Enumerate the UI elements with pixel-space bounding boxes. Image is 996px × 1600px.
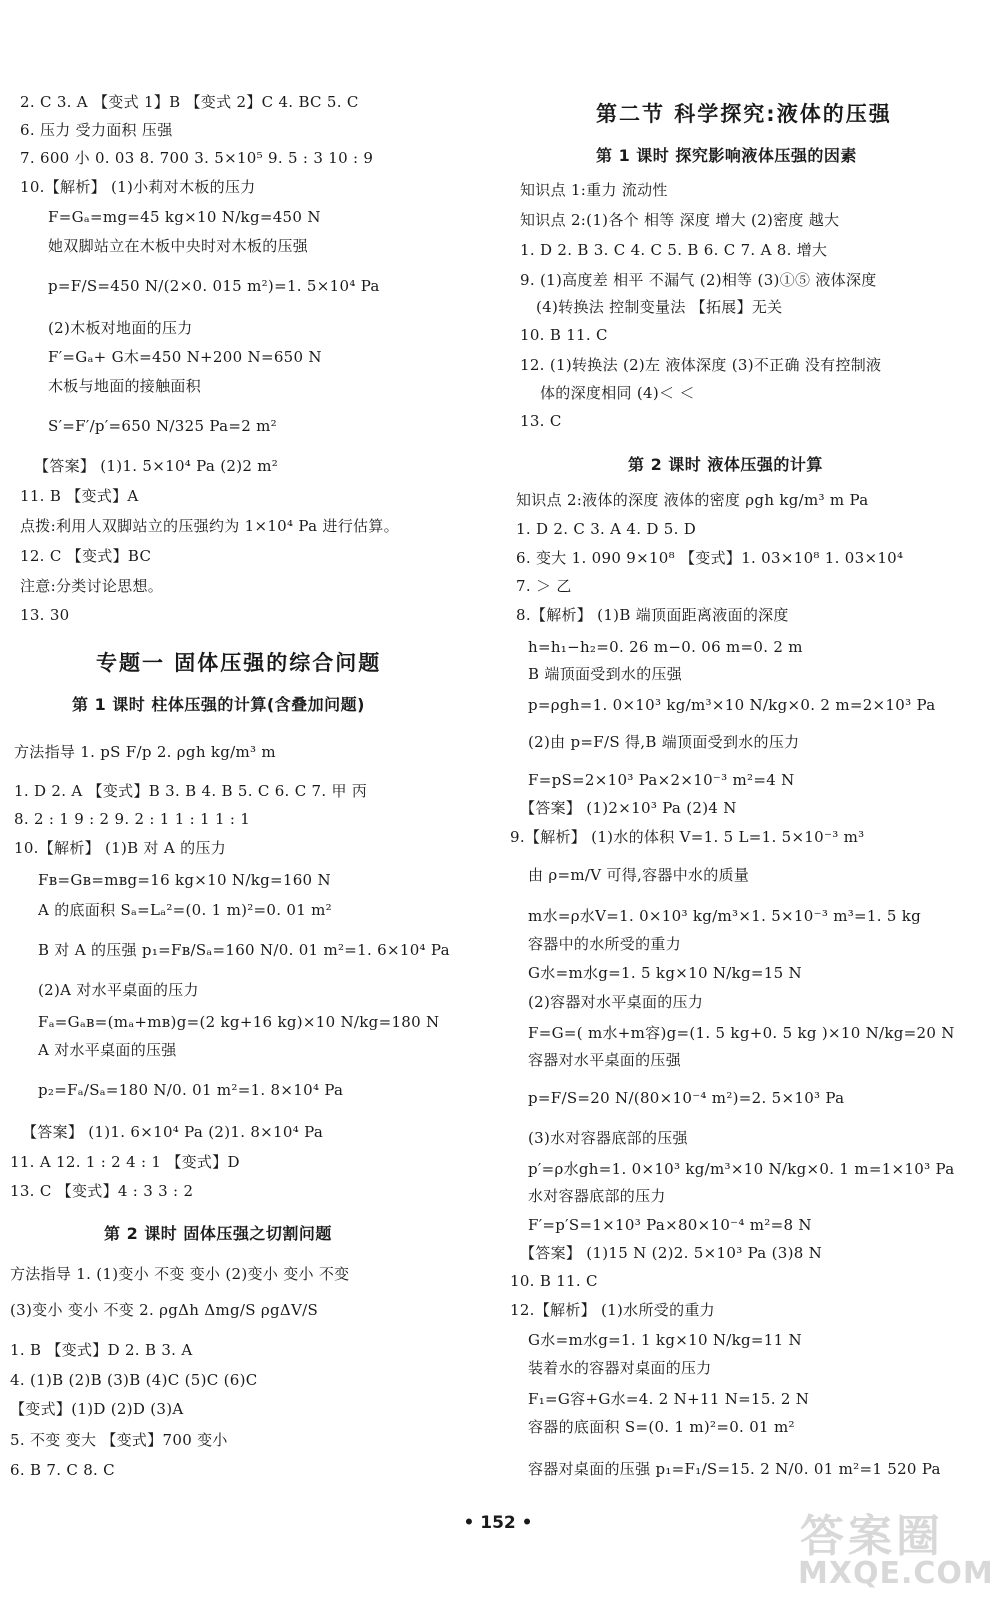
left-line-5: 她双脚站立在木板中央时对木板的压强 (48, 237, 309, 255)
right-line-9: 知识点 2:液体的深度 液体的密度 ρgh kg/m³ m Pa (516, 491, 869, 509)
page-number: • 152 • (463, 1513, 533, 1533)
left-line-37: 6. B 7. C 8. C (10, 1461, 115, 1479)
left-heading-2: 第 2 课时 固体压强之切割问题 (104, 1224, 332, 1243)
left-line-6: p=F/S=450 N/(2×0. 015 m²)=1. 5×10⁴ Pa (48, 277, 380, 295)
right-line-33: 【答案】 (1)15 N (2)2. 5×10³ Pa (3)8 N (520, 1244, 823, 1262)
left-line-10: S′=F′/p′=650 N/325 Pa=2 m² (48, 417, 277, 435)
left-line-4: F=Gₐ=mg=45 kg×10 N/kg=450 N (48, 208, 321, 226)
left-line-12: 11. B 【变式】A (20, 487, 139, 505)
right-line-26: F=G=( m水+m容)g=(1. 5 kg+0. 5 kg )×10 N/kg=20 N (528, 1024, 955, 1042)
left-line-31: 方法指导 1. (1)变小 不变 变小 (2)变小 变小 不变 (10, 1265, 350, 1283)
right-heading-0: 第二节 科学探究:液体的压强 (596, 102, 892, 126)
left-heading-1: 第 1 课时 柱体压强的计算(含叠加问题) (72, 695, 365, 714)
right-line-7: 体的深度相同 (4)＜ ＜ (540, 384, 695, 402)
left-line-26: A 对水平桌面的压强 (38, 1041, 177, 1059)
right-line-0: 知识点 1:重力 流动性 (520, 181, 668, 199)
left-line-19: 8. 2 : 1 9 : 2 9. 2 : 1 1 : 1 1 : 1 (14, 810, 251, 828)
left-line-14: 12. C 【变式】BC (20, 547, 152, 565)
left-line-11: 【答案】 (1)1. 5×10⁴ Pa (2)2 m² (34, 457, 279, 475)
right-line-4: (4)转换法 控制变量法 【拓展】无关 (536, 298, 783, 316)
left-line-20: 10.【解析】 (1)B 对 A 的压力 (14, 839, 227, 857)
right-line-19: 【答案】 (1)2×10³ Pa (2)4 N (520, 799, 737, 817)
left-line-36: 5. 不变 变大 【变式】700 变小 (10, 1431, 228, 1449)
left-line-23: B 对 A 的压强 p₁=Fʙ/Sₐ=160 N/0. 01 m²=1. 6×10⁴ Pa (38, 941, 450, 959)
right-line-40: 容器对桌面的压强 p₁=F₁/S=15. 2 N/0. 01 m²=1 520 Pa (528, 1460, 941, 1478)
right-line-22: m水=ρ水V=1. 0×10³ kg/m³×1. 5×10⁻³ m³=1. 5 kg (528, 907, 922, 925)
right-line-13: 8.【解析】 (1)B 端顶面距离液面的深度 (516, 606, 789, 624)
right-line-15: B 端顶面受到水的压强 (528, 665, 683, 683)
right-heading-1: 第 1 课时 探究影响液体压强的因素 (596, 146, 857, 165)
left-line-25: Fₐ=Gₐʙ=(mₐ+mʙ)g=(2 kg+16 kg)×10 N/kg=180 N (38, 1013, 440, 1031)
right-line-18: F=pS=2×10³ Pa×2×10⁻³ m²=4 N (528, 771, 795, 789)
right-line-31: 水对容器底部的压力 (528, 1187, 666, 1205)
right-line-2: 1. D 2. B 3. C 4. C 5. B 6. C 7. A 8. 增大 (520, 241, 828, 259)
right-line-25: (2)容器对水平桌面的压力 (528, 993, 704, 1011)
left-line-7: (2)木板对地面的压力 (48, 319, 193, 337)
right-line-34: 10. B 11. C (510, 1272, 598, 1290)
left-line-35: 【变式】(1)D (2)D (3)A (10, 1400, 184, 1418)
left-line-8: F′=Gₐ+ G木=450 N+200 N=650 N (48, 348, 322, 366)
right-line-28: p=F/S=20 N/(80×10⁻⁴ m²)=2. 5×10³ Pa (528, 1089, 845, 1107)
right-line-3: 9. (1)高度差 相平 不漏气 (2)相等 (3)①⑤ 液体深度 (520, 271, 877, 289)
right-line-30: p′=ρ水gh=1. 0×10³ kg/m³×10 N/kg×0. 1 m=1×10³ Pa (528, 1160, 955, 1178)
right-line-11: 6. 变大 1. 090 9×10⁸ 【变式】1. 03×10⁸ 1. 03×10⁴ (516, 549, 904, 567)
right-line-29: (3)水对容器底部的压强 (528, 1129, 688, 1147)
right-line-32: F′=p′S=1×10³ Pa×80×10⁻⁴ m²=8 N (528, 1216, 812, 1234)
left-line-21: Fʙ=Gʙ=mʙg=16 kg×10 N/kg=160 N (38, 871, 331, 889)
left-line-33: 1. B 【变式】D 2. B 3. A (10, 1341, 193, 1359)
right-heading-2: 第 2 课时 液体压强的计算 (628, 455, 823, 474)
left-line-29: 11. A 12. 1 : 2 4 : 1 【变式】D (10, 1153, 240, 1171)
right-line-10: 1. D 2. C 3. A 4. D 5. D (516, 520, 697, 538)
right-line-6: 12. (1)转换法 (2)左 液体深度 (3)不正确 没有控制液 (520, 356, 882, 374)
right-line-38: F₁=G容+G水=4. 2 N+11 N=15. 2 N (528, 1390, 810, 1408)
right-line-37: 装着水的容器对桌面的压力 (528, 1359, 712, 1377)
right-line-8: 13. C (520, 412, 562, 430)
right-line-27: 容器对水平桌面的压强 (528, 1051, 682, 1069)
right-line-12: 7. ＞ 乙 (516, 577, 572, 595)
left-line-1: 6. 压力 受力面积 压强 (20, 121, 173, 139)
right-line-21: 由 ρ=m/V 可得,容器中水的质量 (528, 866, 750, 884)
left-line-3: 10.【解析】 (1)小莉对木板的压力 (20, 178, 256, 196)
right-line-5: 10. B 11. C (520, 326, 608, 344)
left-heading-0: 专题一 固体压强的综合问题 (96, 651, 382, 675)
right-line-16: p=ρgh=1. 0×10³ kg/m³×10 N/kg×0. 2 m=2×10³ Pa (528, 696, 936, 714)
left-line-24: (2)A 对水平桌面的压力 (38, 981, 199, 999)
left-line-22: A 的底面积 Sₐ=Lₐ²=(0. 1 m)²=0. 01 m² (38, 901, 332, 919)
left-line-32: (3)变小 变小 不变 2. ρgΔh Δmg/S ρgΔV/S (10, 1301, 319, 1319)
watermark-url: MXQE.COM (798, 1556, 994, 1591)
right-line-35: 12.【解析】 (1)水所受的重力 (510, 1301, 715, 1319)
right-line-23: 容器中的水所受的重力 (528, 935, 682, 953)
right-line-1: 知识点 2:(1)各个 相等 深度 增大 (2)密度 越大 (520, 211, 840, 229)
right-line-36: G水=m水g=1. 1 kg×10 N/kg=11 N (528, 1331, 802, 1349)
left-line-0: 2. C 3. A 【变式 1】B 【变式 2】C 4. BC 5. C (20, 93, 359, 111)
right-line-24: G水=m水g=1. 5 kg×10 N/kg=15 N (528, 964, 802, 982)
right-line-39: 容器的底面积 S=(0. 1 m)²=0. 01 m² (528, 1418, 795, 1436)
right-line-20: 9.【解析】 (1)水的体积 V=1. 5 L=1. 5×10⁻³ m³ (510, 828, 865, 846)
watermark-logo (790, 1500, 994, 1595)
left-line-13: 点拨:利用人双脚站立的压强约为 1×10⁴ Pa 进行估算。 (20, 517, 399, 535)
right-line-14: h=h₁−h₂=0. 26 m−0. 06 m=0. 2 m (528, 638, 803, 656)
left-line-16: 13. 30 (20, 606, 70, 624)
left-line-18: 1. D 2. A 【变式】B 3. B 4. B 5. C 6. C 7. 甲 丙 (14, 782, 368, 800)
left-line-28: 【答案】 (1)1. 6×10⁴ Pa (2)1. 8×10⁴ Pa (22, 1123, 324, 1141)
left-line-30: 13. C 【变式】4 : 3 3 : 2 (10, 1182, 194, 1200)
left-line-2: 7. 600 小 0. 03 8. 700 3. 5×10⁵ 9. 5 : 3 10 : 9 (20, 149, 374, 167)
left-line-9: 木板与地面的接触面积 (48, 377, 202, 395)
left-line-27: p₂=Fₐ/Sₐ=180 N/0. 01 m²=1. 8×10⁴ Pa (38, 1081, 344, 1099)
watermark-text: 答案圈 (800, 1511, 944, 1562)
left-line-17: 方法指导 1. pS F/p 2. ρgh kg/m³ m (14, 743, 276, 761)
left-line-15: 注意:分类讨论思想。 (20, 577, 164, 595)
left-line-34: 4. (1)B (2)B (3)B (4)C (5)C (6)C (10, 1371, 258, 1389)
right-line-17: (2)由 p=F/S 得,B 端顶面受到水的压力 (528, 733, 800, 751)
